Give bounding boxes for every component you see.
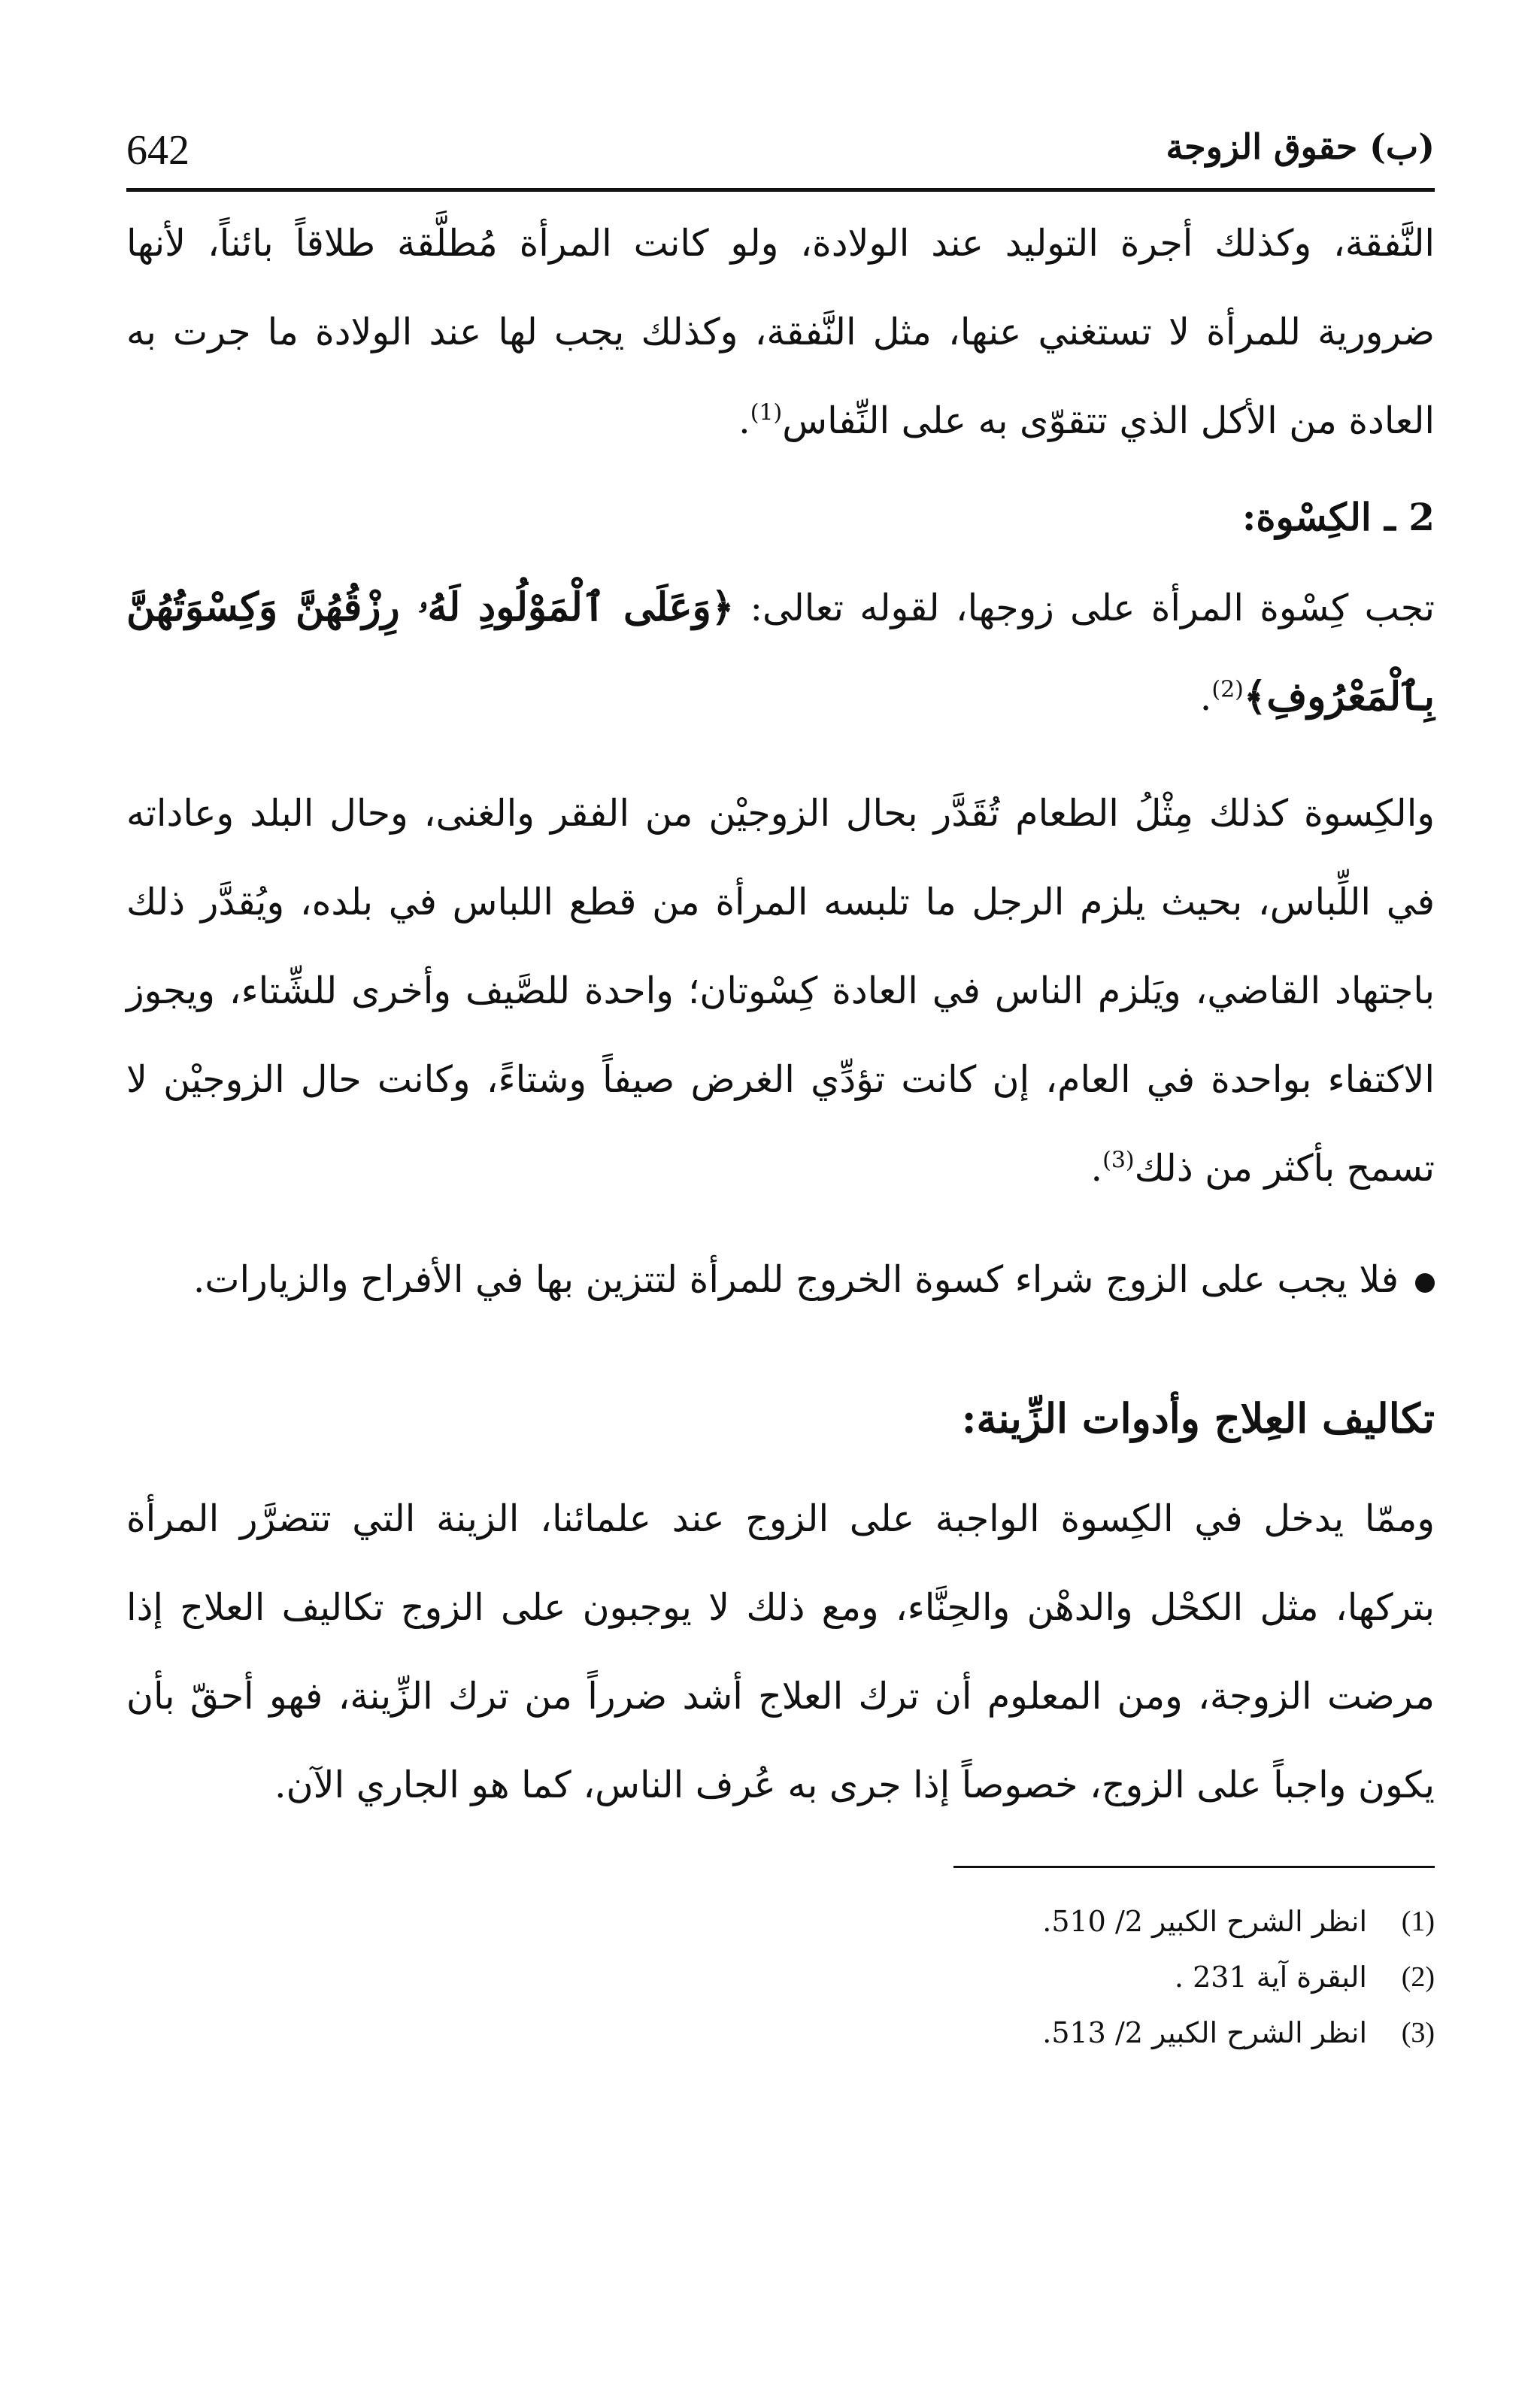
footnote-item (126, 1894, 1435, 1949)
bullet-paragraph (126, 1236, 1435, 1324)
book-page (126, 113, 1435, 2061)
footnote-number: (1) (1401, 1906, 1435, 1937)
footnote-ref-1: (1) (750, 399, 783, 426)
paragraph-treatment: وممّا يدخل في الكِسوة الواجبة على الزوج عند علمائنا، الزينة التي تتضرَّر المرأة بتركها، مثل الكحْل والدهْن والحِنَّاء، ومع ذلك لا يوجبون على الزوج تكاليف العلاج إذا مرضت الزوجة، ومن المعلوم أن ترك العلاج أشد ضرراً من ترك الزِّينة، فهو أحقّ بأن يكون واجباً على الزوج، خصوصاً إذا جرى به عُرف الناس، كما هو الجاري الآن. (126, 1497, 1435, 1806)
paragraph-end: . (1090, 1147, 1103, 1190)
footnote-item (126, 2005, 1435, 2061)
paragraph-verse (126, 563, 1435, 742)
section-heading-kiswa: 2 ـ الكِسْوة: (1241, 495, 1435, 539)
footnote-number: (3) (1401, 2017, 1435, 2049)
footnote-text: انظر الشرح الكبير 2/ 513. (1042, 2016, 1367, 2049)
footnote-text: البقرة آية 231 . (1174, 1961, 1367, 1994)
paragraph-text: النَّفقة، وكذلك أجرة التوليد عند الولادة، ولو كانت المرأة مُطلَّقة طلاقاً بائناً، لأنها ضرورية للمرأة لا تستغني عنها، مثل النَّفقة، وكذلك يجب لها عند الولادة ما جرت به العادة من الأكل الذي تتقوّى به على النِّفاس (126, 222, 1435, 442)
bullet-text: فلا يجب على الزوج شراء كسوة الخروج للمرأة لتتزين بها في الأفراح والزيارات. (192, 1258, 1399, 1301)
footnote-ref-3: (3) (1102, 1147, 1135, 1174)
page-number: 642 (126, 127, 189, 174)
paragraph-end: . (1199, 676, 1212, 719)
subheading-treatment: تكاليف العِلاج وأدوات الزِّينة: (961, 1394, 1435, 1442)
footnote-text: انظر الشرح الكبير 2/ 510. (1042, 1905, 1367, 1938)
quran-verse: ﴿وَعَلَى ٱلْمَوْلُودِ لَهُۥ رِزْقُهُنَّ وَكِسْوَتُهُنَّ بِٱلْمَعْرُوفِ﴾ (126, 584, 1435, 720)
footnote-item (126, 1949, 1435, 2005)
running-title: (ب) حقوق الزوجة (1166, 126, 1435, 167)
footnote-divider (953, 1866, 1435, 1868)
bullet-icon (1415, 1273, 1435, 1293)
footnote-number: (2) (1401, 1961, 1435, 1993)
paragraph-end: . (738, 399, 750, 442)
paragraph-kiswa-details (126, 769, 1435, 1213)
paragraph-text: والكِسوة كذلك مِثْلُ الطعام تُقَدَّر بحال الزوجيْن من الفقر والغنى، وحال البلد وعاداته في اللِّباس، بحيث يلزم الرجل ما تلبسه المرأة من قطع اللباس في بلده، ويُقدَّر ذلك باجتهاد القاضي، ويَلزم الناس في العادة كِسْوتان؛ واحدة للصَّيف وأخرى للشِّتاء، ويجوز الاكتفاء بواحدة في العام، إن كانت تؤدِّي الغرض صيفاً وشتاءً، وكانت حال الزوجيْن لا تسمح بأكثر من ذلك (126, 792, 1435, 1190)
paragraph-nafaqa (126, 199, 1435, 466)
footnote-ref-2: (2) (1211, 676, 1244, 703)
verse-intro: تجب كِسْوة المرأة على زوجها، لقوله تعالى: (750, 587, 1435, 629)
footnotes (126, 1894, 1435, 2061)
page-header (126, 113, 1435, 192)
